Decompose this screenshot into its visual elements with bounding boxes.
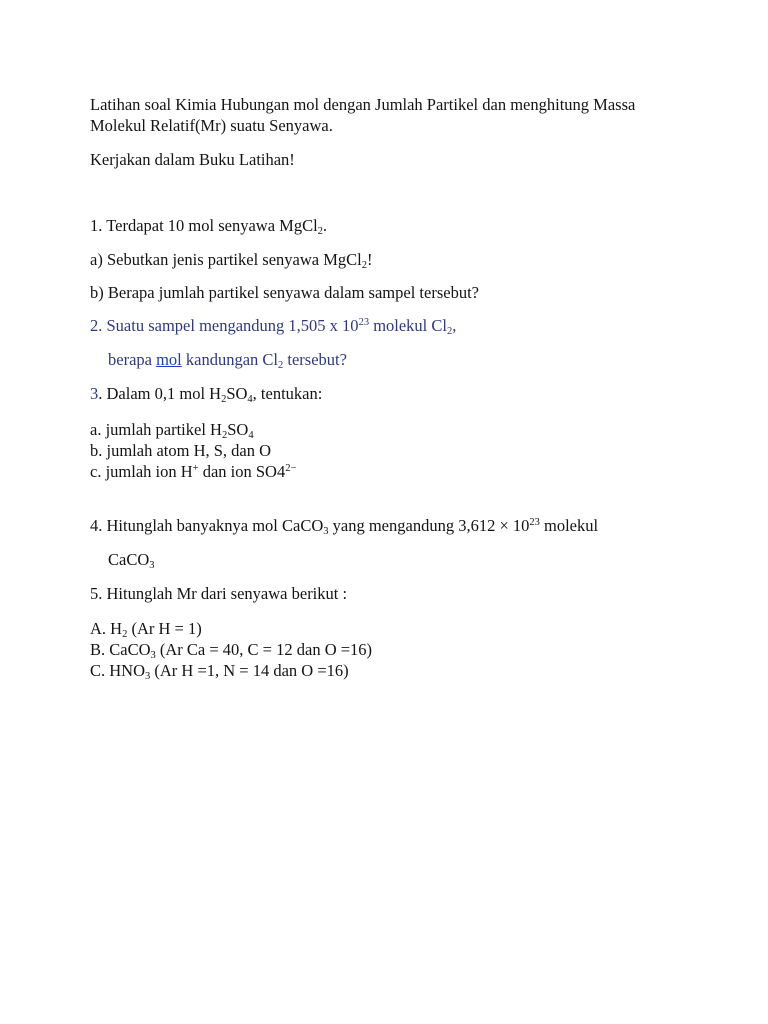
question-3: 3. Dalam 0,1 mol $H_2SO_4$, tentukan:: [90, 384, 323, 405]
mol-link[interactable]: mol: [156, 350, 182, 369]
question-4-line-2: CaCO$_3$: [108, 550, 155, 571]
question-2-line-2: berapa mol kandungan $Cl_2$ tersebut?: [108, 350, 347, 371]
title-line-1: Latihan soal Kimia Hubungan mol dengan Jumlah Partikel dan menghitung Massa: [90, 95, 636, 114]
question-1: 1. Terdapat 10 mol senyawa MgCl$_2$.: [90, 216, 328, 237]
instruction: Kerjakan dalam Buku Latihan!: [90, 150, 295, 169]
question-1a: a) Sebutkan jenis partikel senyawa MgCl$_2$!: [90, 250, 373, 271]
question-3a: a. jumlah partikel $H_2SO_4$: [90, 420, 254, 441]
title-line-2: Molekul Relatif(Mr) suatu Senyawa.: [90, 116, 333, 135]
question-5: 5. Hitunglah Mr dari senyawa berikut :: [90, 584, 348, 603]
question-5b: B. CaCO$_3$ (Ar Ca = 40, C = 12 dan O =16): [90, 640, 373, 661]
question-2: 2. Suatu sampel mengandung 1,505 x $10^{23}$ molekul $Cl_2$,: [90, 316, 457, 337]
question-5a: A. $H_2$ (Ar H = 1): [90, 619, 202, 640]
question-3b: b. jumlah atom H, S, dan O: [90, 441, 272, 460]
question-3c: c. jumlah ion H+ dan ion $SO4^{2-}$: [90, 462, 297, 481]
question-1b: b) Berapa jumlah partikel senyawa dalam sampel tersebut?: [90, 283, 479, 302]
question-5c: C. $HNO_3$ (Ar H =1, N = 14 dan O =16): [90, 661, 349, 682]
question-4: 4. Hitunglah banyaknya mol CaCO$_3$ yang mengandung $3,612 \times 10^{23}$ molekul: [90, 516, 599, 537]
